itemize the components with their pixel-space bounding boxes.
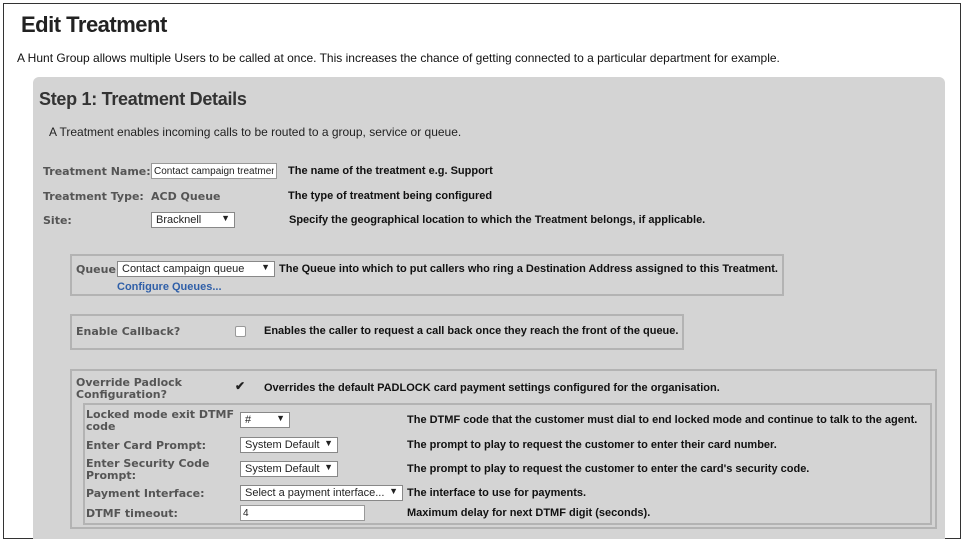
- security-prompt-help: The prompt to play to request the customer to enter the card's security code.: [407, 463, 810, 475]
- payment-interface-select-value: Select a payment interface...: [245, 487, 385, 499]
- queue-label: Queue: [76, 263, 116, 276]
- override-padlock-checkbox[interactable]: ✔: [235, 379, 246, 393]
- card-prompt-help: The prompt to play to request the customer to enter their card number.: [407, 439, 777, 451]
- queue-select-value: Contact campaign queue: [122, 263, 245, 275]
- site-help: Specify the geographical location to which the Treatment belongs, if applicable.: [289, 214, 706, 226]
- security-prompt-select-value: System Default: [245, 463, 320, 475]
- padlock-section: [70, 369, 937, 529]
- treatment-name-help: The name of the treatment e.g. Support: [288, 165, 493, 177]
- chevron-down-icon: ▼: [324, 438, 333, 448]
- page-frame: [3, 3, 961, 539]
- padlock-settings: [83, 403, 932, 525]
- enable-callback-help: Enables the caller to request a call back once they reach the front of the queue.: [264, 325, 679, 337]
- security-prompt-select[interactable]: [240, 461, 338, 477]
- dtmf-timeout-help: Maximum delay for next DTMF digit (seconds).: [407, 507, 651, 519]
- card-prompt-select-value: System Default: [245, 439, 320, 451]
- override-padlock-help: Overrides the default PADLOCK card payment settings configured for the organisation.: [264, 382, 720, 394]
- callback-section: [70, 314, 684, 350]
- payment-interface-select[interactable]: [240, 485, 403, 501]
- treatment-name-input[interactable]: [151, 163, 277, 179]
- locked-exit-select-value: #: [245, 414, 252, 426]
- configure-queues-link[interactable]: Configure Queues...: [117, 281, 222, 293]
- queue-help: The Queue into which to put callers who ring a Destination Address assigned to this Treatment.: [279, 263, 778, 275]
- locked-exit-help: The DTMF code that the customer must dial to end locked mode and continue to talk to the agent.: [407, 414, 918, 426]
- treatment-type-help: The type of treatment being configured: [288, 190, 493, 202]
- page-intro: A Hunt Group allows multiple Users to be called at once. This increases the chance of getting connected to a particular department for example.: [17, 51, 780, 65]
- chevron-down-icon: ▼: [324, 462, 333, 472]
- override-padlock-label-line2: Configuration?: [76, 388, 167, 401]
- chevron-down-icon: ▼: [389, 486, 398, 496]
- payment-interface-help: The interface to use for payments.: [407, 487, 587, 499]
- security-prompt-label-line1: Enter Security Code: [86, 457, 210, 470]
- locked-exit-label-line2: code: [86, 420, 116, 433]
- step1-title: Step 1: Treatment Details: [39, 89, 247, 109]
- queue-select[interactable]: [117, 261, 275, 277]
- treatment-type-label: Treatment Type:: [43, 190, 144, 203]
- chevron-down-icon: ▼: [276, 413, 285, 423]
- page-title: Edit Treatment: [21, 12, 167, 37]
- site-label: Site:: [43, 214, 72, 227]
- security-prompt-label-line2: Prompt:: [86, 469, 137, 482]
- queue-section: [70, 254, 784, 296]
- step1-panel: [33, 77, 945, 539]
- payment-interface-label: Payment Interface:: [86, 487, 205, 500]
- enable-callback-checkbox[interactable]: [235, 326, 246, 337]
- site-select[interactable]: [151, 212, 235, 228]
- chevron-down-icon: ▼: [221, 213, 230, 223]
- card-prompt-select[interactable]: [240, 437, 338, 453]
- site-select-value: Bracknell: [156, 214, 202, 226]
- override-padlock-label-line1: Override Padlock: [76, 376, 182, 389]
- card-prompt-label: Enter Card Prompt:: [86, 439, 206, 452]
- locked-exit-select[interactable]: [240, 412, 290, 428]
- step1-description: A Treatment enables incoming calls to be routed to a group, service or queue.: [49, 125, 462, 139]
- enable-callback-label: Enable Callback?: [76, 325, 181, 338]
- locked-exit-label-line1: Locked mode exit DTMF: [86, 408, 234, 421]
- chevron-down-icon: ▼: [261, 262, 270, 272]
- treatment-type-value: ACD Queue: [151, 190, 221, 203]
- dtmf-timeout-input[interactable]: [240, 505, 365, 521]
- dtmf-timeout-label: DTMF timeout:: [86, 507, 178, 520]
- treatment-name-label: Treatment Name:: [43, 165, 151, 178]
